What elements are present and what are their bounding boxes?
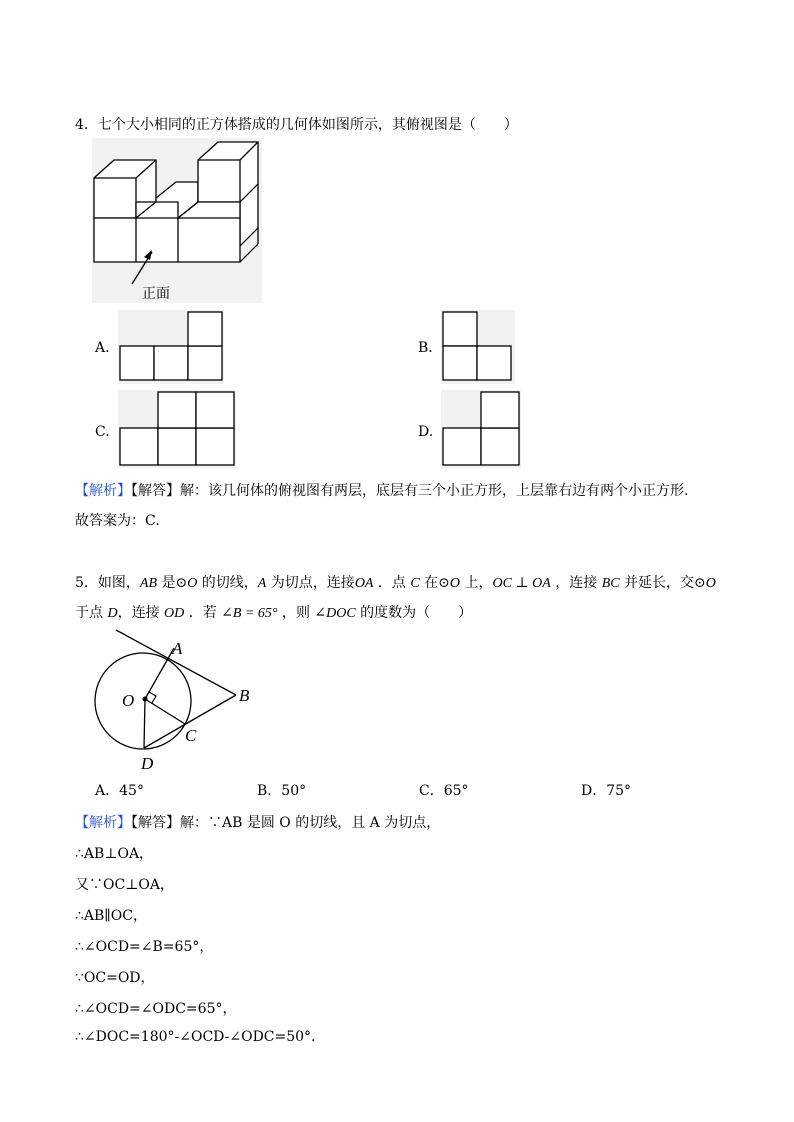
q5-s1-10: 在⊙ (419, 575, 450, 591)
q5-analysis-first: 【解答】解：∵AB 是圆 O 的切线，且 A 为切点， (131, 815, 441, 831)
q5-step: ∴∠DOC=180°-∠OCD-∠ODC=50°. (75, 1029, 316, 1045)
q5-option-b-value: 50° (281, 783, 307, 799)
q5-stem-line2 (75, 602, 472, 622)
q5-step: 又∵OC⊥OA， (75, 877, 174, 893)
q4-answer: 故答案为：C. (75, 513, 160, 529)
q5-s1-12: 上， (460, 575, 493, 591)
q5-option-b-letter: B． (257, 783, 282, 799)
q5-option-a-letter: A． (95, 783, 120, 799)
q5-step: ∴AB∥OC， (75, 908, 147, 924)
q5-s1-1: AB (139, 576, 158, 591)
q5-s2-7: ∠DOC (314, 606, 356, 621)
q4-analysis-text: 【解答】解：该几何体的俯视图有两层，底层有三个小正方形，上层靠右边有两个小正方形. (131, 483, 689, 499)
q4-option-d-figure (441, 390, 521, 468)
q5-option-d-letter: D． (581, 783, 607, 799)
q5-circle-figure (88, 626, 268, 774)
q5-label-d: D (141, 754, 154, 773)
q4-analysis (75, 480, 688, 500)
q5-option-c-letter: C． (419, 783, 444, 799)
q5-step: ∴∠OCD=∠ODC=65°， (75, 1001, 237, 1017)
q5-s2-3: OD (164, 606, 185, 621)
q5-step: ∴∠OCD=∠B=65°， (75, 939, 214, 955)
q5-s1-9: C (410, 576, 420, 591)
q5-option-c (419, 780, 469, 800)
q5-s1-3: O (187, 576, 198, 591)
q5-s2-8: 的度数为（ ） (355, 605, 473, 621)
q5-analysis (75, 812, 440, 832)
q5-s1-13: OC ⊥ OA (492, 576, 551, 591)
q4-analysis-tag: 【解析】 (75, 483, 131, 499)
q5-label-a: A (172, 639, 183, 658)
q5-s2-5: ∠B = 65° (221, 606, 278, 621)
q5-option-b (257, 780, 306, 800)
q5-option-d-value: 75° (606, 783, 632, 799)
q4-front-label: 正面 (142, 287, 170, 302)
q5-label-c: C (185, 726, 197, 745)
q5-option-d (581, 780, 631, 800)
q5-s1-15: BC (601, 576, 620, 591)
q5-s1-0: 5．如图， (75, 575, 140, 591)
q4-solid-figure (92, 138, 262, 303)
q5-s1-14: ，连接 (550, 575, 602, 591)
q5-label-o: O (122, 691, 135, 710)
q5-s1-8: ．点 (373, 575, 411, 591)
q4-option-d-label: D. (418, 424, 434, 440)
q5-s1-5: A (257, 576, 267, 591)
q5-s1-7: OA (354, 576, 374, 591)
q5-s1-17: O (705, 576, 716, 591)
q5-s2-0: 于点 (75, 605, 108, 621)
q5-stem-line1 (75, 572, 716, 592)
q5-option-c-value: 65° (443, 783, 469, 799)
q5-option-a (95, 780, 144, 800)
q4-option-b-label: B. (418, 340, 433, 356)
q4-option-c-figure (118, 390, 236, 468)
q4-stem: 4．七个大小相同的正方体搭成的几何体如图所示，其俯视图是（ ） (75, 117, 518, 133)
q5-s1-6: 为切点，连接 (266, 575, 355, 591)
q4-option-a-label: A. (95, 340, 110, 356)
q4-option-c-label: C. (95, 424, 110, 440)
q5-s1-16: 并延长，交⊙ (619, 575, 706, 591)
q5-s2-6: ，则 (277, 605, 315, 621)
q5-s1-2: 是⊙ (157, 575, 188, 591)
q5-step: ∴AB⊥OA， (75, 846, 154, 862)
q5-label-b: B (239, 686, 250, 705)
q5-analysis-tag: 【解析】 (75, 815, 131, 831)
q4-option-a-figure (118, 310, 224, 384)
q5-step: ∵OC=OD， (75, 970, 155, 986)
q5-option-a-value: 45° (119, 783, 144, 799)
q5-s2-2: ，连接 (117, 605, 165, 621)
q5-s2-4: ．若 (184, 605, 222, 621)
q4-option-b-figure (441, 310, 515, 384)
q5-s1-11: O (449, 576, 461, 591)
q5-s1-4: 的切线， (197, 575, 258, 591)
q5-s2-1: D (107, 606, 118, 621)
